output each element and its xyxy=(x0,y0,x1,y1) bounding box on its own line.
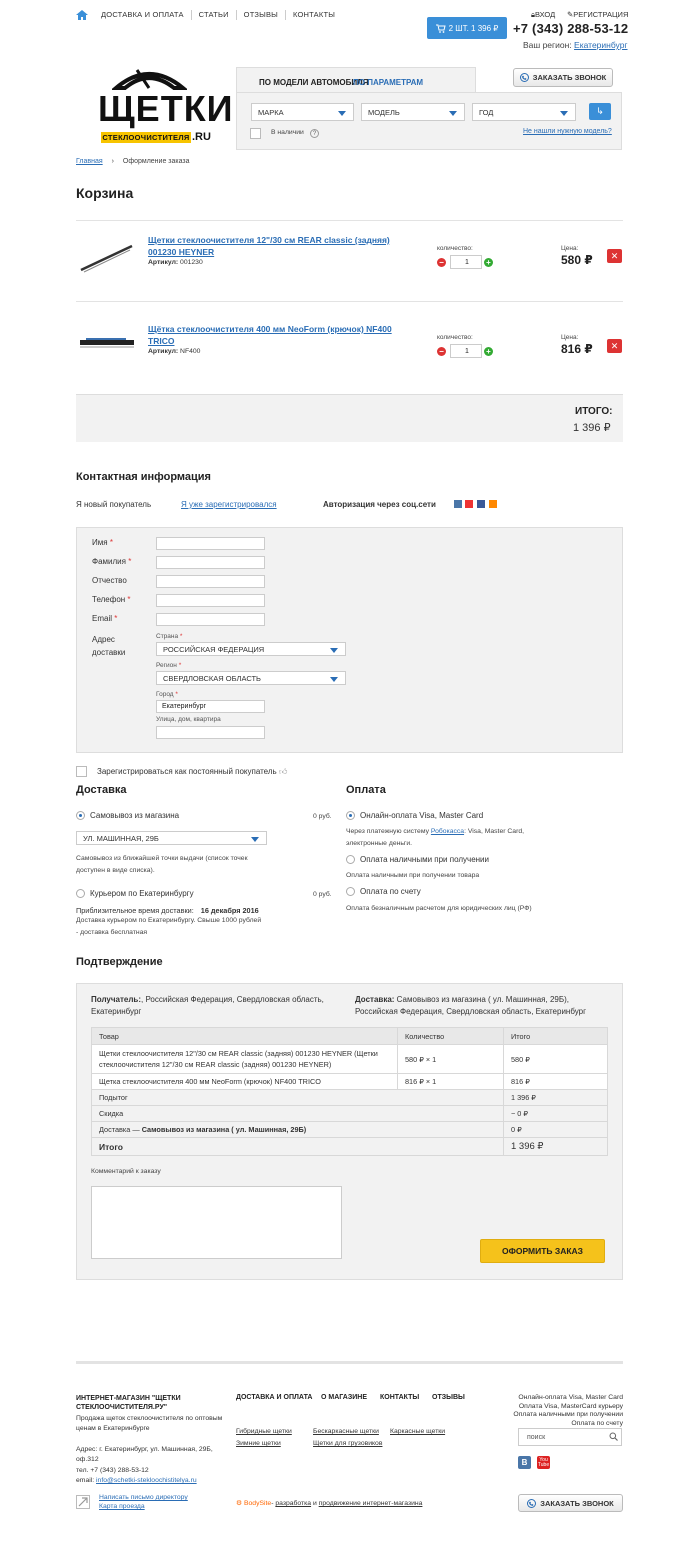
arrow-icon: ↳ xyxy=(596,106,604,116)
footer-nav-delivery[interactable]: ДОСТАВКА И ОПЛАТА xyxy=(236,1394,313,1401)
product-article: Артикул: 001230 xyxy=(148,259,203,266)
street-field[interactable] xyxy=(156,726,265,739)
qty-label: количество: xyxy=(437,334,473,341)
city-field[interactable]: Екатеринбург xyxy=(156,700,265,713)
email-label: Email * xyxy=(92,614,118,623)
contact-title: Контактная информация xyxy=(76,471,211,483)
map-link[interactable]: Карта проезда xyxy=(99,1503,145,1510)
breadcrumb xyxy=(76,158,190,165)
top-nav xyxy=(76,10,342,20)
footer-cat-frame[interactable]: Каркасные щетки xyxy=(390,1428,446,1435)
discount-row: Скидка − 0 ₽ xyxy=(92,1106,608,1122)
place-order-button[interactable]: ОФОРМИТЬ ЗАКАЗ xyxy=(480,1239,605,1263)
email-field[interactable] xyxy=(156,613,265,626)
youtube-icon[interactable]: You Tube xyxy=(537,1456,550,1468)
footer-nav-about[interactable]: О МАГАЗИНЕ xyxy=(321,1394,367,1401)
brand-select[interactable]: МАРКА xyxy=(251,103,354,121)
pickup-radio[interactable] xyxy=(76,811,85,820)
comment-label: Комментарий к заказу xyxy=(91,1168,161,1175)
close-icon: ✕ xyxy=(610,250,619,261)
footer-cat-frameless[interactable]: Бескаркасные щетки xyxy=(313,1428,379,1435)
footer-developer: ⚙︎ BodySite- разработка и продвижение интернет-магазина xyxy=(236,1500,423,1507)
director-link[interactable]: Написать письмо директору xyxy=(99,1494,188,1501)
nav-articles[interactable]: СТАТЬИ xyxy=(191,10,236,20)
chevron-down-icon xyxy=(330,677,338,682)
home-icon[interactable] xyxy=(76,10,88,20)
breadcrumb-home[interactable]: Главная xyxy=(76,158,103,165)
not-found-link[interactable]: Не нашли нужную модель? xyxy=(523,128,612,135)
register-link[interactable]: ✎РЕГИСТРАЦИЯ xyxy=(567,10,629,19)
in-stock-label: В наличии xyxy=(271,129,304,136)
name-field[interactable] xyxy=(156,537,265,550)
call-button-footer[interactable]: ЗАКАЗАТЬ ЗВОНОК xyxy=(518,1494,623,1512)
email-link[interactable]: info@schetki-stekloochistitelya.ru xyxy=(96,1477,197,1484)
yandex-icon[interactable] xyxy=(465,500,473,508)
dev-link[interactable]: разработка xyxy=(275,1500,312,1507)
cash-note: Оплата наличными при получении товара xyxy=(346,872,480,879)
remove-item-button[interactable] xyxy=(607,249,622,263)
total-row: Итого 1 396 ₽ xyxy=(92,1138,608,1156)
login-link[interactable]: 🔒︎ВХОД xyxy=(531,10,556,19)
phone-icon xyxy=(527,1499,536,1508)
qty-label: количество: xyxy=(437,245,473,252)
cart-icon xyxy=(436,24,446,33)
plus-icon[interactable]: + xyxy=(484,258,493,267)
cash-radio[interactable] xyxy=(346,855,355,864)
cash-label: Оплата наличными при получении xyxy=(360,855,489,864)
thumbs-up-icon: 👍︎ xyxy=(278,767,288,776)
col-qty: Количество xyxy=(398,1028,504,1045)
tab-by-params[interactable]: ПО ПАРАМЕТРАМ xyxy=(353,78,424,87)
country-select[interactable]: РОССИЙСКАЯ ФЕДЕРАЦИЯ xyxy=(156,642,346,656)
phone-icon xyxy=(520,73,529,82)
chevron-down-icon xyxy=(251,837,259,842)
surname-field[interactable] xyxy=(156,556,265,569)
nav-reviews[interactable]: ОТЗЫВЫ xyxy=(236,10,285,20)
new-buyer-tab[interactable]: Я новый покупатель xyxy=(76,500,152,509)
col-product: Товар xyxy=(92,1028,398,1045)
nav-delivery[interactable]: ДОСТАВКА И ОПЛАТА xyxy=(101,10,184,19)
social-auth-label: Авторизация через соц.сети xyxy=(323,500,436,509)
logo-strip: СТЕКЛООЧИСТИТЕЛЯ xyxy=(102,133,190,142)
surname-label: Фамилия * xyxy=(92,557,132,566)
bodysite-logo-icon: ⚙︎ xyxy=(236,1500,243,1507)
street-label: Улица, дом, квартира xyxy=(156,716,221,723)
pickup-price: 0 руб. xyxy=(313,813,332,820)
product-name-link[interactable]: Щетки стеклоочистителя 12"/30 см REAR classic (задняя) 001230 HEYNER xyxy=(148,235,390,257)
footer-shop-title: ИНТЕРНЕТ-МАГАЗИН "ЩЕТКИ СТЕКЛООЧИСТИТЕЛЯ.РУ" xyxy=(76,1395,181,1411)
footer-search-input[interactable]: поиск xyxy=(518,1428,622,1446)
patronymic-label: Отчество xyxy=(92,576,127,585)
patronymic-field[interactable] xyxy=(156,575,265,588)
arrow-up-right-icon xyxy=(76,1495,90,1509)
key-icon: ✎ xyxy=(567,10,574,19)
register-label: Зарегистрироваться как постоянный покупатель 👍︎ xyxy=(97,767,288,776)
nav-contacts[interactable]: КОНТАКТЫ xyxy=(285,10,342,20)
delivery-title: Доставка xyxy=(76,784,127,796)
pickup-point-select[interactable]: УЛ. МАШИННАЯ, 29Б xyxy=(76,831,267,845)
product-name-link[interactable]: Щётка стеклоочистителя 400 мм NeoForm (крючок) NF400 TRICO xyxy=(148,324,392,346)
price-label: Цена: xyxy=(561,245,579,252)
tab-by-model[interactable]: ПО МОДЕЛИ АВТОМОБИЛЯ xyxy=(259,78,369,87)
phone-label: Телефон * xyxy=(92,595,131,604)
cart-total-box xyxy=(76,394,623,442)
courier-label: Курьером по Екатеринбургу xyxy=(90,889,194,898)
promo-link[interactable]: продвижение интернет-магазина xyxy=(318,1500,423,1507)
phone-field[interactable] xyxy=(156,594,265,607)
breadcrumb-current: Оформление заказа xyxy=(122,158,190,165)
minus-icon[interactable]: − xyxy=(437,347,446,356)
delivery-row: Доставка — Самовывоз из магазина ( ул. Машинная, 29Б) 0 ₽ xyxy=(92,1122,608,1138)
remove-item-button[interactable] xyxy=(607,339,622,353)
table-row: Щетка стеклоочистителя 400 мм NeoForm (крючок) NF400 TRICO 816 ₽ × 1 816 ₽ xyxy=(92,1074,608,1090)
logo-ru: .RU xyxy=(192,131,211,143)
qty-input[interactable]: 1 xyxy=(450,344,482,358)
recipient-info: Получатель:, Российская Федерация, Свердловская область, Екатеринбург xyxy=(91,995,324,1016)
vk-icon[interactable]: В xyxy=(518,1456,531,1469)
footer-cat-trucks[interactable]: Щетки для грузовиков xyxy=(313,1440,383,1447)
header-phone: +7 (343) 288-53-12 xyxy=(513,21,629,36)
robokassa-link[interactable]: Робокасса xyxy=(430,828,465,835)
logo-title: ЩЕТКИ xyxy=(98,88,234,129)
confirm-title: Подтверждение xyxy=(76,956,163,968)
close-icon: ✕ xyxy=(610,340,619,351)
col-total: Итого xyxy=(504,1028,608,1045)
footer-nav-contacts[interactable]: КОНТАКТЫ xyxy=(380,1394,420,1401)
total-value: 1 396 ₽ xyxy=(573,422,611,434)
region-label: Регион * xyxy=(156,662,182,669)
region-select[interactable]: СВЕРДЛОВСКАЯ ОБЛАСТЬ xyxy=(156,671,346,685)
search-tabs xyxy=(236,67,476,93)
country-label: Страна * xyxy=(156,633,183,640)
pickup-note: Самовывоз из ближайшей точки выдачи (список точек доступен в виде списка). xyxy=(76,855,248,874)
payment-title: Оплата xyxy=(346,784,386,796)
footer-payment-list: Онлайн-оплата Visa, Master Card Оплата Visa, MasterCard курьеру Оплата наличными при получении Оплата по счету xyxy=(513,1394,623,1427)
online-pay-radio[interactable] xyxy=(346,811,355,820)
cart-button[interactable] xyxy=(427,17,507,39)
breadcrumb-separator: › xyxy=(111,158,114,165)
footer-nav-reviews[interactable]: ОТЗЫВЫ xyxy=(432,1394,465,1401)
city-label: Город * xyxy=(156,691,178,698)
product-image[interactable] xyxy=(78,323,136,363)
facebook-icon[interactable] xyxy=(477,500,485,508)
order-summary-table xyxy=(91,1027,608,1156)
address-label: Адрес доставки xyxy=(92,635,126,657)
courier-radio[interactable] xyxy=(76,889,85,898)
pickup-label: Самовывоз из магазина xyxy=(90,811,180,820)
in-stock-checkbox[interactable] xyxy=(250,128,261,139)
footer-cat-winter[interactable]: Зимние щетки xyxy=(236,1440,281,1447)
name-label: Имя * xyxy=(92,538,113,547)
footer-address: Адрес: г. Екатеринбург, ул. Машинная, 29Б, оф.312 xyxy=(76,1446,213,1463)
chevron-down-icon xyxy=(449,111,457,116)
total-label: ИТОГО: xyxy=(575,406,613,417)
wiper-logo-icon xyxy=(112,66,187,90)
model-select[interactable]: МОДЕЛЬ xyxy=(361,103,465,121)
courier-note1: Доставка курьером по Екатеринбургу. Свыше 1000 рублей xyxy=(76,917,262,924)
subtotal-row: Подытог 1 396 ₽ xyxy=(92,1090,608,1106)
product-price: 816 ₽ xyxy=(561,342,593,356)
search-panel xyxy=(236,92,622,150)
invoice-note: Оплата безналичным расчетом для юридических лиц (РФ) xyxy=(346,905,532,912)
cart-label: 2 ШТ. 1 396 ₽ xyxy=(448,23,499,33)
year-select[interactable]: ГОД xyxy=(472,103,576,121)
region-link[interactable]: Екатеринбург xyxy=(574,40,628,50)
chevron-down-icon xyxy=(560,111,568,116)
courier-note2: - доставка бесплатная xyxy=(76,929,148,936)
product-price: 580 ₽ xyxy=(561,253,593,267)
vk-icon[interactable] xyxy=(454,500,462,508)
footer-email: email: info@schetki-stekloochistitelya.ru xyxy=(76,1477,197,1484)
minus-icon[interactable]: − xyxy=(437,258,446,267)
footer-divider xyxy=(76,1361,623,1364)
comment-textarea[interactable] xyxy=(91,1186,342,1259)
delivery-time: Приблизительное время доставки: 16 декабря 2016 xyxy=(76,906,259,915)
register-checkbox[interactable] xyxy=(76,766,87,777)
price-label: Цена: xyxy=(561,334,579,341)
divider xyxy=(76,301,623,302)
online-pay-label: Онлайн-оплата Visa, Master Card xyxy=(360,811,484,820)
help-icon[interactable]: ? xyxy=(310,129,319,138)
page-title: Корзина xyxy=(76,185,134,201)
divider xyxy=(76,220,623,221)
plus-icon[interactable]: + xyxy=(484,347,493,356)
chevron-down-icon xyxy=(330,648,338,653)
product-article: Артикул: NF400 xyxy=(148,348,201,355)
online-pay-note: Через платежную систему Робокасса: Visa, Master Card, электронные деньги. xyxy=(346,828,524,847)
invoice-label: Оплата по счету xyxy=(360,887,421,896)
courier-price: 0 руб. xyxy=(313,891,332,898)
footer-tel: тел. +7 (343) 288-53-12 xyxy=(76,1467,149,1474)
search-icon[interactable] xyxy=(609,1432,618,1441)
lock-icon: 🔒︎ xyxy=(531,10,535,19)
registered-tab[interactable]: Я уже зарегистрировался xyxy=(181,500,277,509)
search-submit-button[interactable] xyxy=(589,103,611,120)
footer-shop-desc: Продажа щеток стеклоочистителя по оптовым ценам в Екатеринбурге xyxy=(76,1415,223,1432)
call-button-header[interactable]: ЗАКАЗАТЬ ЗВОНОК xyxy=(513,68,613,87)
chevron-down-icon xyxy=(338,111,346,116)
qty-input[interactable]: 1 xyxy=(450,255,482,269)
footer-cat-hybrid[interactable]: Гибридные щетки xyxy=(236,1428,292,1435)
odnoklassniki-icon[interactable] xyxy=(489,500,497,508)
region-info: Ваш регион: Екатеринбург xyxy=(523,40,628,50)
product-image[interactable] xyxy=(78,237,136,277)
delivery-info: Доставка: Самовывоз из магазина ( ул. Машинная, 29Б), Российская Федерация, Свердловская область, Екатеринбург xyxy=(355,995,587,1016)
table-row: Щетки стеклоочистителя 12"/30 см REAR classic (задняя) 001230 HEYNER (Щетки стеклоочистителя 12"/30 см REAR classic (задняя) 001230 HEYNER) 580 ₽ × 1 580 ₽ xyxy=(92,1045,608,1074)
invoice-radio[interactable] xyxy=(346,887,355,896)
